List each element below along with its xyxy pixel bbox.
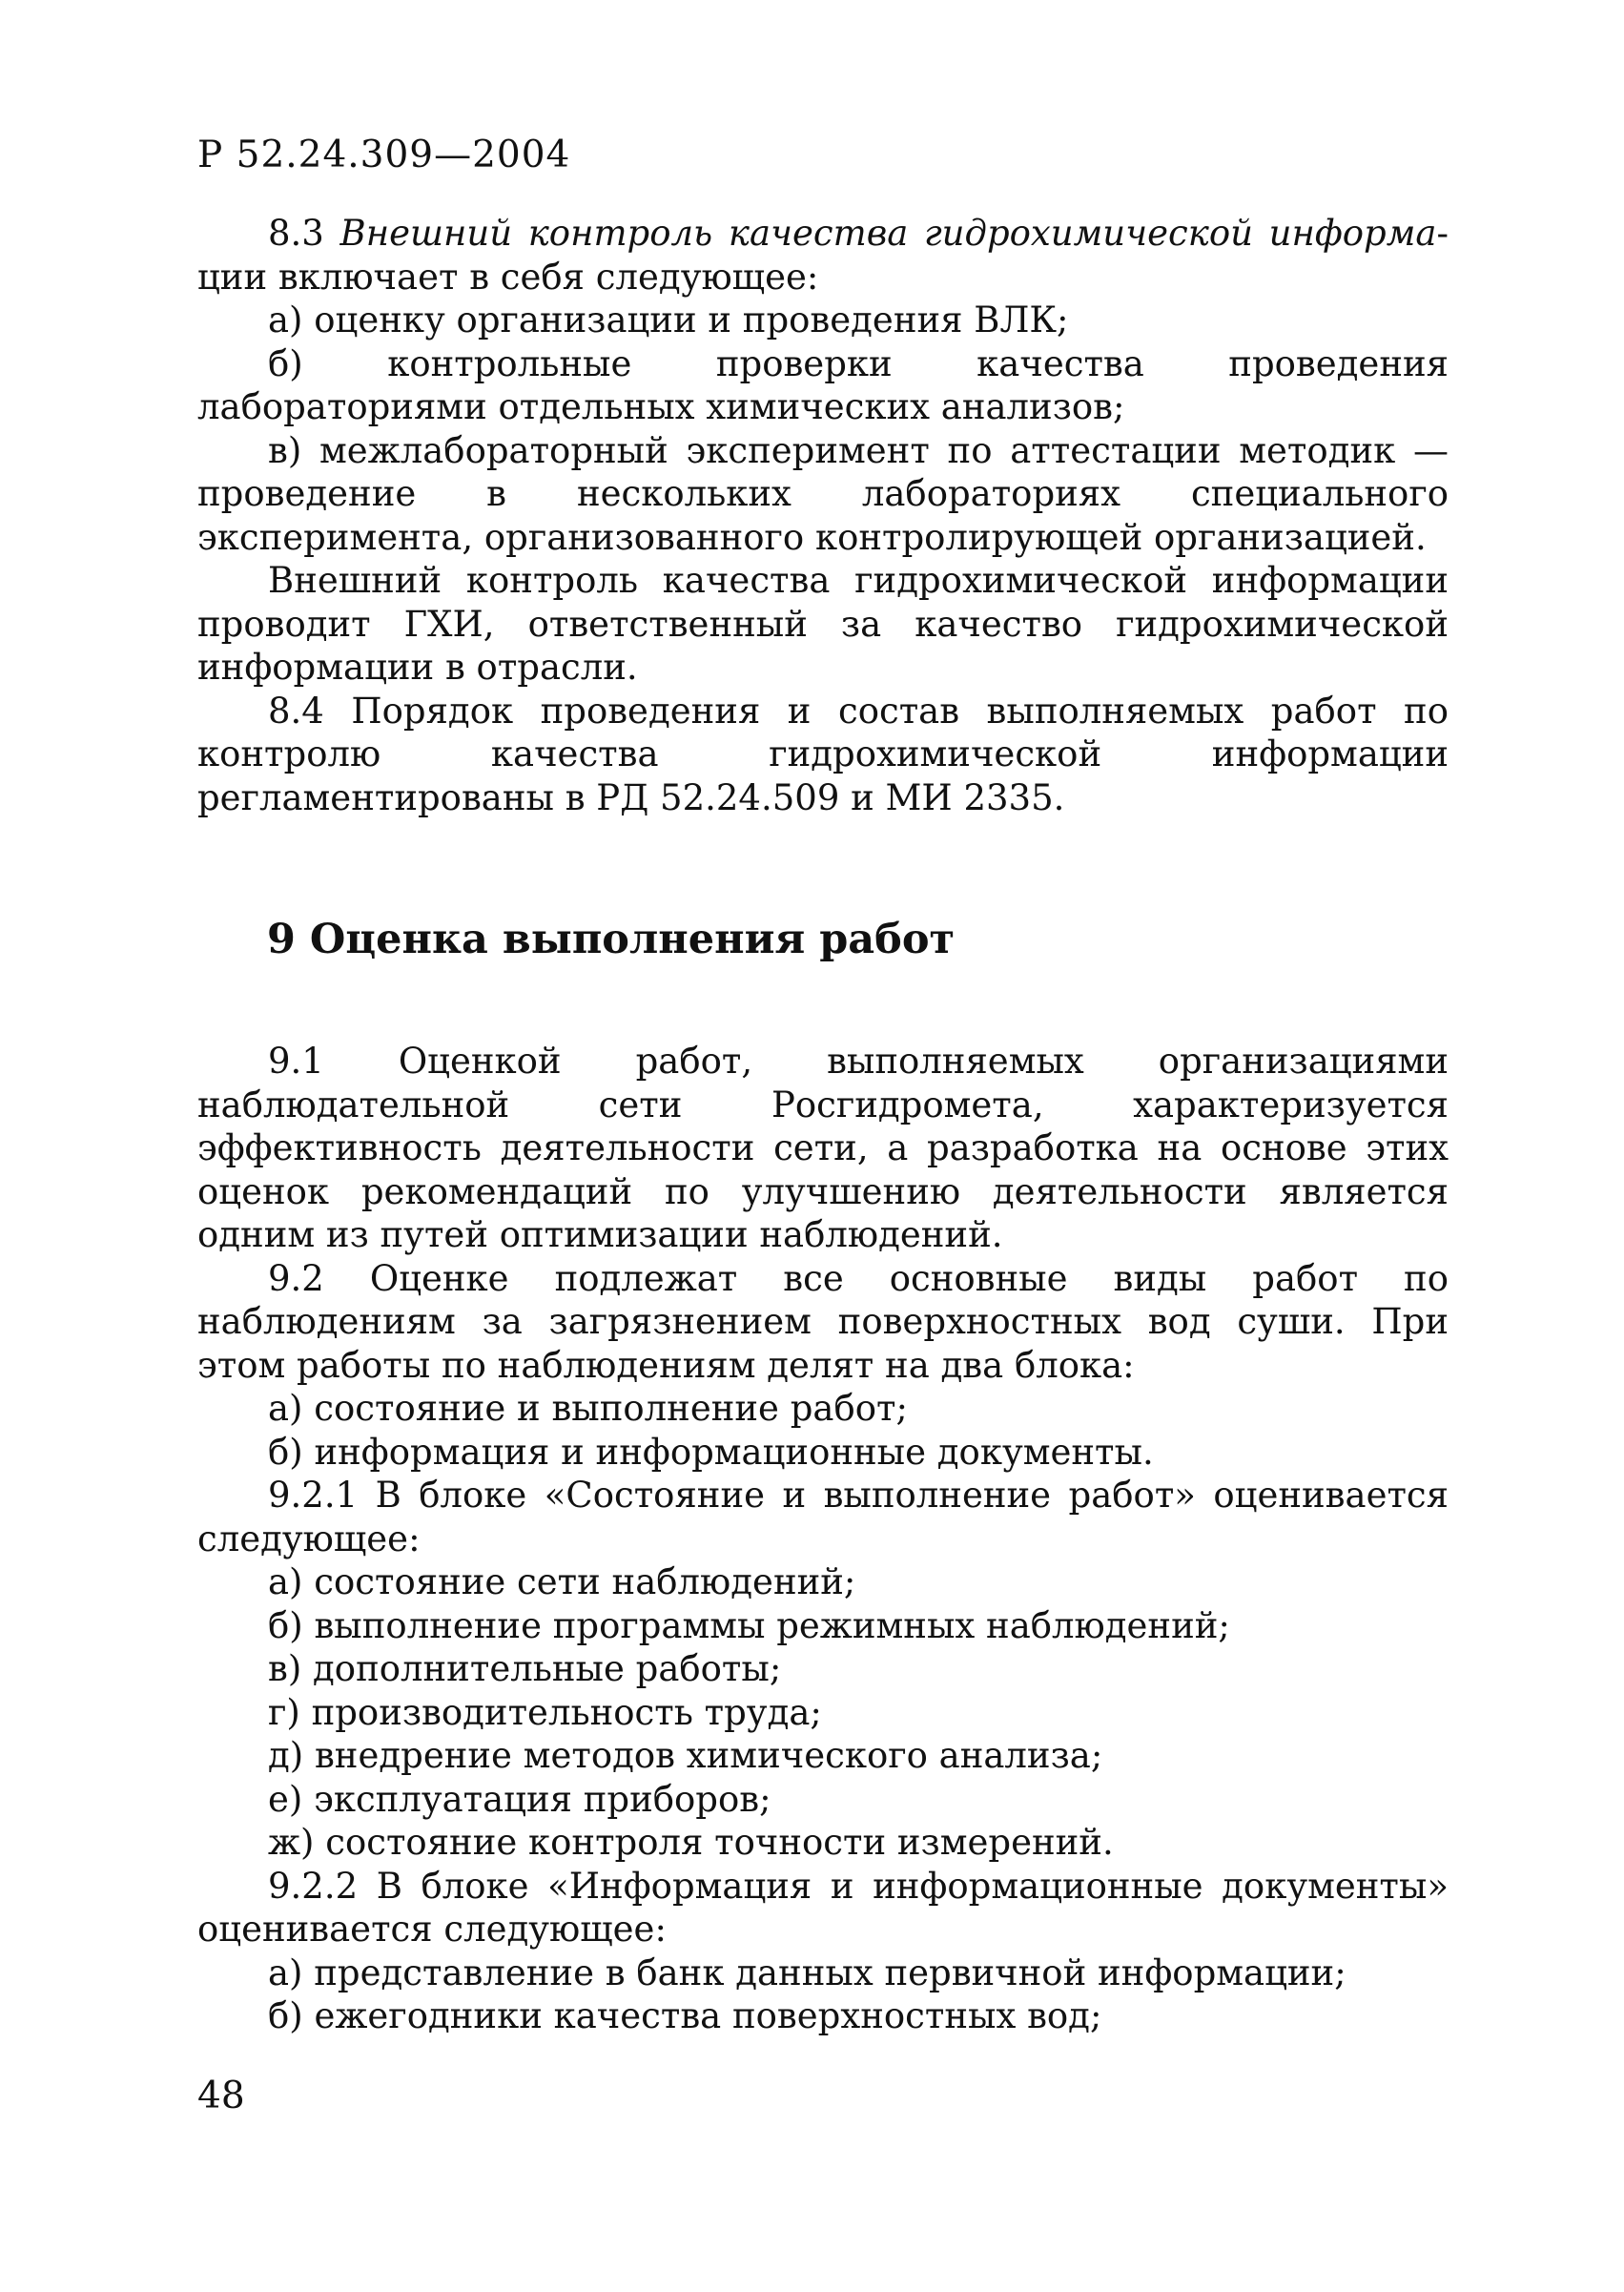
section-9-heading: 9 Оценка выполнения работ <box>267 916 956 963</box>
paragraph-9-2-2: 9.2.2 В блоке «Информация и информационные документы» оценивается следующее: <box>197 1865 1449 1950</box>
list-item-9-2-1-e: е) эксплуатация приборов; <box>268 1778 771 1820</box>
clause-text: ции включает в себя следующее: <box>197 256 819 298</box>
list-item-9-2-1-b: б) выполнение программы режимных наблюдений; <box>268 1604 1230 1646</box>
paragraph-9-1: 9.1 Оценкой работ, выполняемых организациями наблюдательной сети Росгидромета, характеризуется эффективность деятельности сети, а разработка на основе этих оценок рекомендаций по улучшению деятельности является одним из путей оптимизации наблюдений. <box>197 1041 1449 1255</box>
list-item-8-3-v: в) межлабораторный эксперимент по аттестации методик — проведение в нескольких лабораториях специального эксперимента, организованного контролирующей организацией. <box>197 429 1449 558</box>
paragraph-8-4: 8.4 Порядок проведения и состав выполняемых работ по контролю качества гидрохимической информации регламентированы в РД 52.24.509 и МИ 2335. <box>197 690 1449 818</box>
list-item-9-2-2-b: б) ежегодники качества поверхностных вод; <box>268 1995 1102 2036</box>
paragraph-8-3-tail: Внешний контроль качества гидрохимической информации проводит ГХИ, ответственный за качество гидрохимической информации в отрасли. <box>197 560 1449 688</box>
list-item-9-2-1-zh: ж) состояние контроля точности измерений. <box>268 1822 1114 1863</box>
list-item-9-2-2-a: а) представление в банк данных первичной информации; <box>268 1951 1346 1993</box>
section-9-body <box>197 1040 1449 2038</box>
section-8-continuation <box>197 212 1449 819</box>
paragraph-9-2: 9.2 Оценке подлежат все основные виды работ по наблюдениям за загрязнением поверхностных вод суши. При этом работы по наблюдениям делят на два блока: <box>197 1257 1449 1386</box>
list-item-9-2-1-d: д) внедрение методов химического анализа; <box>268 1735 1103 1776</box>
list-item-8-3-b: б) контрольные проверки качества проведения лабораториями отдельных химических анализов; <box>197 342 1449 427</box>
list-item-9-2-1-v: в) дополнительные работы; <box>268 1648 782 1689</box>
paragraph-8-3: 8.3 Внешний контроль качества гидрохимической информации включает в себя следующее: <box>197 213 1449 298</box>
clause-lead: Внешний контроль качества гидрохимической информа <box>339 213 1437 254</box>
list-item-9-2-1-a: а) состояние сети наблюдений; <box>268 1561 856 1602</box>
page-number: 48 <box>197 2075 245 2117</box>
list-item-9-2-a: а) состояние и выполнение работ; <box>268 1388 908 1429</box>
clause-number: 8.3 <box>268 213 324 254</box>
document-code: Р 52.24.309—2004 <box>197 134 571 176</box>
list-item-9-2-b: б) информация и информационные документы. <box>268 1431 1154 1473</box>
list-item-8-3-a: а) оценку организации и проведения ВЛК; <box>268 299 1069 341</box>
list-item-9-2-1-g: г) производительность труда; <box>268 1691 822 1733</box>
paragraph-9-2-1: 9.2.1 В блоке «Состояние и выполнение работ» оценивается следующее: <box>197 1475 1449 1559</box>
